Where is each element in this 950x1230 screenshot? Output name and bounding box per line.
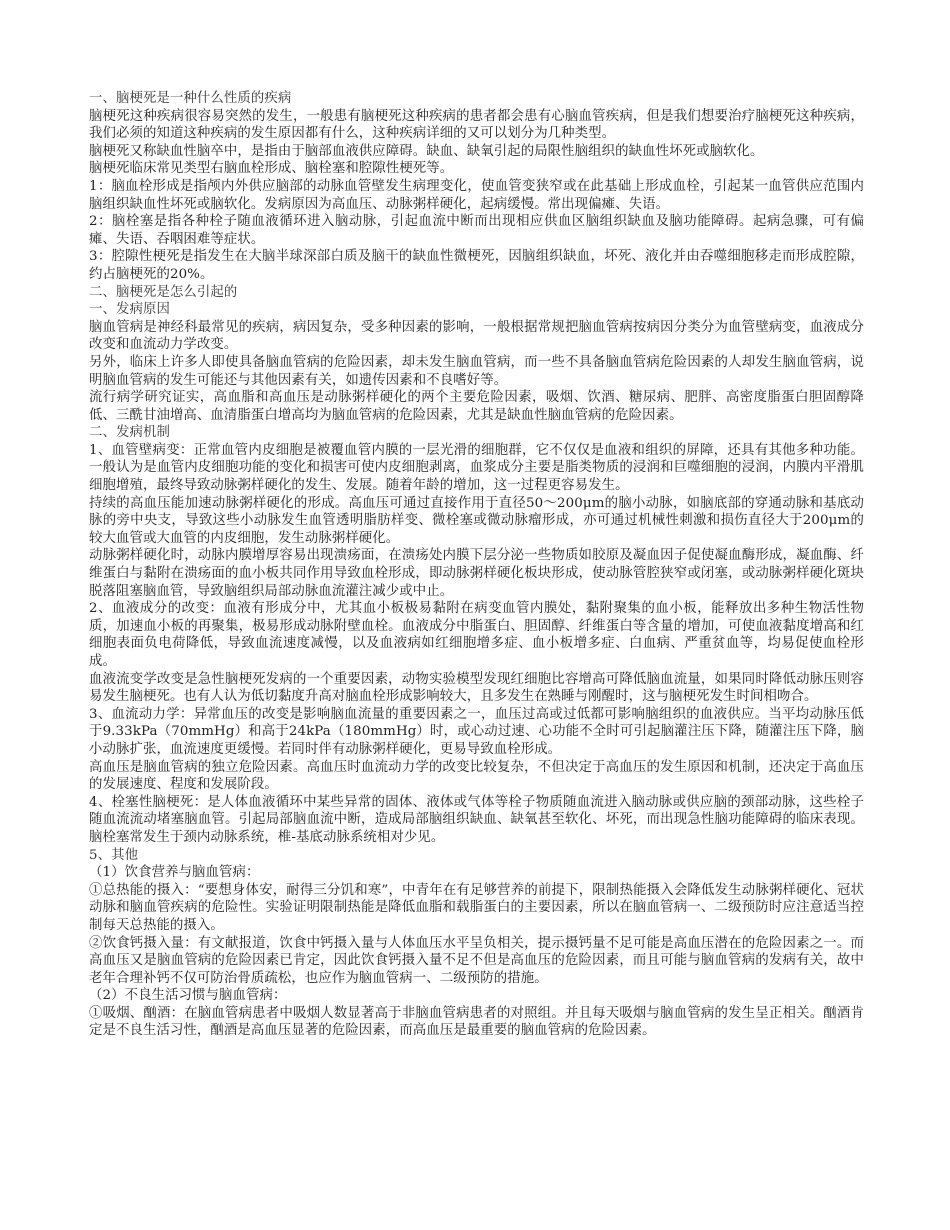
paragraph: 脑梗死又称缺血性脑卒中，是指由于脑部血液供应障碍。缺血、缺氧引起的局限性脑组织的缺血性坏死或脑软化。 [89,143,764,159]
paragraph: 另外，临床上许多人即使具备脑血管病的危险因素，却未发生脑血管病，而一些不具备脑血管病危险因素的人却发生脑血管病，说明脑血管病的发生可能还与其他因素有关，如遗传因素和不良嗜好等。 [89,354,864,388]
paragraph: 脑梗死临床常见类型右脑血栓形成、脑栓塞和腔隙性梗死等。 [89,161,454,177]
section-heading-2: 二、脑梗死是怎么引起的 [89,284,238,300]
paragraph: （1）饮食营养与脑血管病： [89,865,260,881]
paragraph: 流行病学研究证实，高血脂和高血压是动脉粥样硬化的两个主要危险因素，吸烟、饮酒、糖尿病、肥胖、高密度脂蛋白胆固醇降低、三酰甘油增高、血清脂蛋白增高均为脑血管病的危险因素，尤其是缺血性脑血管病的危险因素。 [89,390,864,423]
paragraph: 3、血流动力学：异常血压的改变是影响脑血流量的重要因素之一，血压过高或过低都可影响脑组织的血液供应。当平均动脉压低于9.33kPa（70mmHg）和高于24kPa（180mmHg）时，或心动过速、心功能不全时可引起脑灌注压下降，随灌注压下降，脑小动脉扩张，血流速度更缓慢。若同时伴有动脉粥样硬化，更易导致血栓形成。 [89,706,864,757]
paragraph: 动脉粥样硬化时，动脉内膜增厚容易出现溃疡面，在溃疡处内膜下层分泌一些物质如胶原及凝血因子促使凝血酶形成，凝血酶、纤维蛋白与黏附在溃疡面的血小板共同作用导致血栓形成，即动脉粥样硬化板块形成，使动脉管腔狭窄或闭塞，或动脉粥样硬化斑块脱落阻塞脑血管，导致脑组织局部动脉血流灌注减少或中止。 [89,548,864,599]
subsection-heading-causes: 一、发病原因 [89,302,170,318]
document-page [89,90,864,1040]
paragraph: ①总热能的摄入：“要想身体安，耐得三分饥和寒”，中青年在有足够营养的前提下，限制热能摄入会降低发生动脉粥样硬化、冠状动脉和脑血管疾病的危险性。实验证明限制热能是降低血脂和载脂蛋白的主要因素，所以在脑血管病一、二级预防时应注意适当控制每天总热能的摄入。 [89,882,864,933]
paragraph: （2）不良生活习惯与脑血管病： [89,988,287,1004]
paragraph: 脑梗死这种疾病很容易突然的发生，一般患有脑梗死这种疾病的患者都会患有心脑血管疾病，但是我们想要治疗脑梗死这种疾病，我们必须的知道这种疾病的发生原因都有什么，这种疾病详细的又可以划分为几种类型。 [89,108,864,142]
paragraph: 4、栓塞性脑梗死：是人体血液循环中某些异常的固体、液体或气体等栓子物质随血流进入脑动脉或供应脑的颈部动脉，这些栓子随血流流动堵塞脑血管。引起局部脑血流中断，造成局部脑组织缺血、缺氧甚至软化、坏死，而出现急性脑功能障碍的临床表现。脑栓塞常发生于颈内动脉系统，椎-基底动脉系统相对少见。 [89,794,864,845]
paragraph: 脑血管病是神经科最常见的疾病，病因复杂，受多种因素的影响，一般根据常规把脑血管病按病因分类分为血管壁病变，血液成分改变和血流动力学改变。 [89,319,864,353]
paragraph: 2：脑栓塞是指各种栓子随血液循环进入脑动脉，引起血流中断而出现相应供血区脑组织缺血及脑功能障碍。起病急骤，可有偏瘫、失语、吞咽困难等症状。 [89,214,864,247]
paragraph: 高血压是脑血管病的独立危险因素。高血压时血流动力学的改变比较复杂，不但决定于高血压的发生原因和机制，还决定于高血压的发展速度、程度和发展阶段。 [89,759,864,793]
paragraph: ②饮食钙摄入量：有文献报道，饮食中钙摄入量与人体血压水平呈负相关，提示摄钙量不足可能是高血压潜在的危险因素之一。而高血压又是脑血管病的危险因素已肯定，因此饮食钙摄入量不足不但是高血压的危险因素，而且可能与脑血管病的发病有关，故中老年合理补钙不仅可防治骨质疏松，也应作为脑血管病一、二级预防的措施。 [89,935,864,986]
paragraph: ①吸烟、酗酒：在脑血管病患者中吸烟人数显著高于非脑血管病患者的对照组。并且每天吸烟与脑血管病的发生呈正相关。酗酒肯定是不良生活习性，酗酒是高血压显著的危险因素，而高血压是最重要的脑血管病的危险因素。 [89,1005,864,1039]
paragraph: 持续的高血压能加速动脉粥样硬化的形成。高血压可通过直接作用于直径50～200μm的脑小动脉，如脑底部的穿通动脉和基底动脉的旁中央支，导致这些小动脉发生血管透明脂肪样变、微栓塞或微动脉瘤形成，亦可通过机械性刺激和损伤直径大于200μm的较大血管或大血管的内皮细胞，发生动脉粥样硬化。 [89,495,864,546]
paragraph: 3：腔隙性梗死是指发生在大脑半球深部白质及脑干的缺血性微梗死，因脑组织缺血，坏死、液化并由吞噬细胞移走而形成腔隙，约占脑梗死的20%。 [89,249,864,282]
section-heading-1: 一、脑梗死是一种什么性质的疾病 [89,91,292,106]
paragraph: 血液流变学改变是急性脑梗死发病的一个重要因素，动物实验模型发现红细胞比容增高可降低脑血流量，如果同时降低动脉压则容易发生脑梗死。也有人认为低切黏度升高对脑血栓形成影响较大，且多发生在熟睡与刚醒时，这与脑梗死发生时间相吻合。 [89,671,864,705]
subsection-heading-mechanism: 二、发病机制 [89,425,170,441]
subsection-heading-other: 5、其他 [89,847,139,863]
paragraph: 1、血管壁病变：正常血管内皮细胞是被覆血管内膜的一层光滑的细胞群，它不仅仅是血液和组织的屏障，还具有其他多种功能。一般认为是血管内皮细胞功能的变化和损害可使内皮细胞剥离，血浆成分主要是脂类物质的浸润和巨噬细胞的浸润，内膜内平滑肌细胞增殖，最终导致动脉粥样硬化的发生、发展。随着年龄的增加，这一过程更容易发生。 [89,442,864,494]
paragraph: 2、血液成分的改变：血液有形成分中，尤其血小板极易黏附在病变血管内膜处，黏附聚集的血小板，能释放出多种生物活性物质，加速血小板的再聚集，极易形成动脉附壁血栓。血液成分中脂蛋白、胆固醇、纤维蛋白等含量的增加，可使血液黏度增高和红细胞表面负电荷降低，导致血流速度减慢，以及血液病如红细胞增多症、血小板增多症、白血病、严重贫血等，均易促使血栓形成。 [89,601,864,669]
paragraph: 1：脑血栓形成是指颅内外供应脑部的动脉血管壁发生病理变化，使血管变狭窄或在此基础上形成血栓，引起某一血管供应范围内脑组织缺血性坏死或脑软化。发病原因为高血压、动脉粥样硬化，起病缓慢。常出现偏瘫、失语。 [89,178,864,212]
